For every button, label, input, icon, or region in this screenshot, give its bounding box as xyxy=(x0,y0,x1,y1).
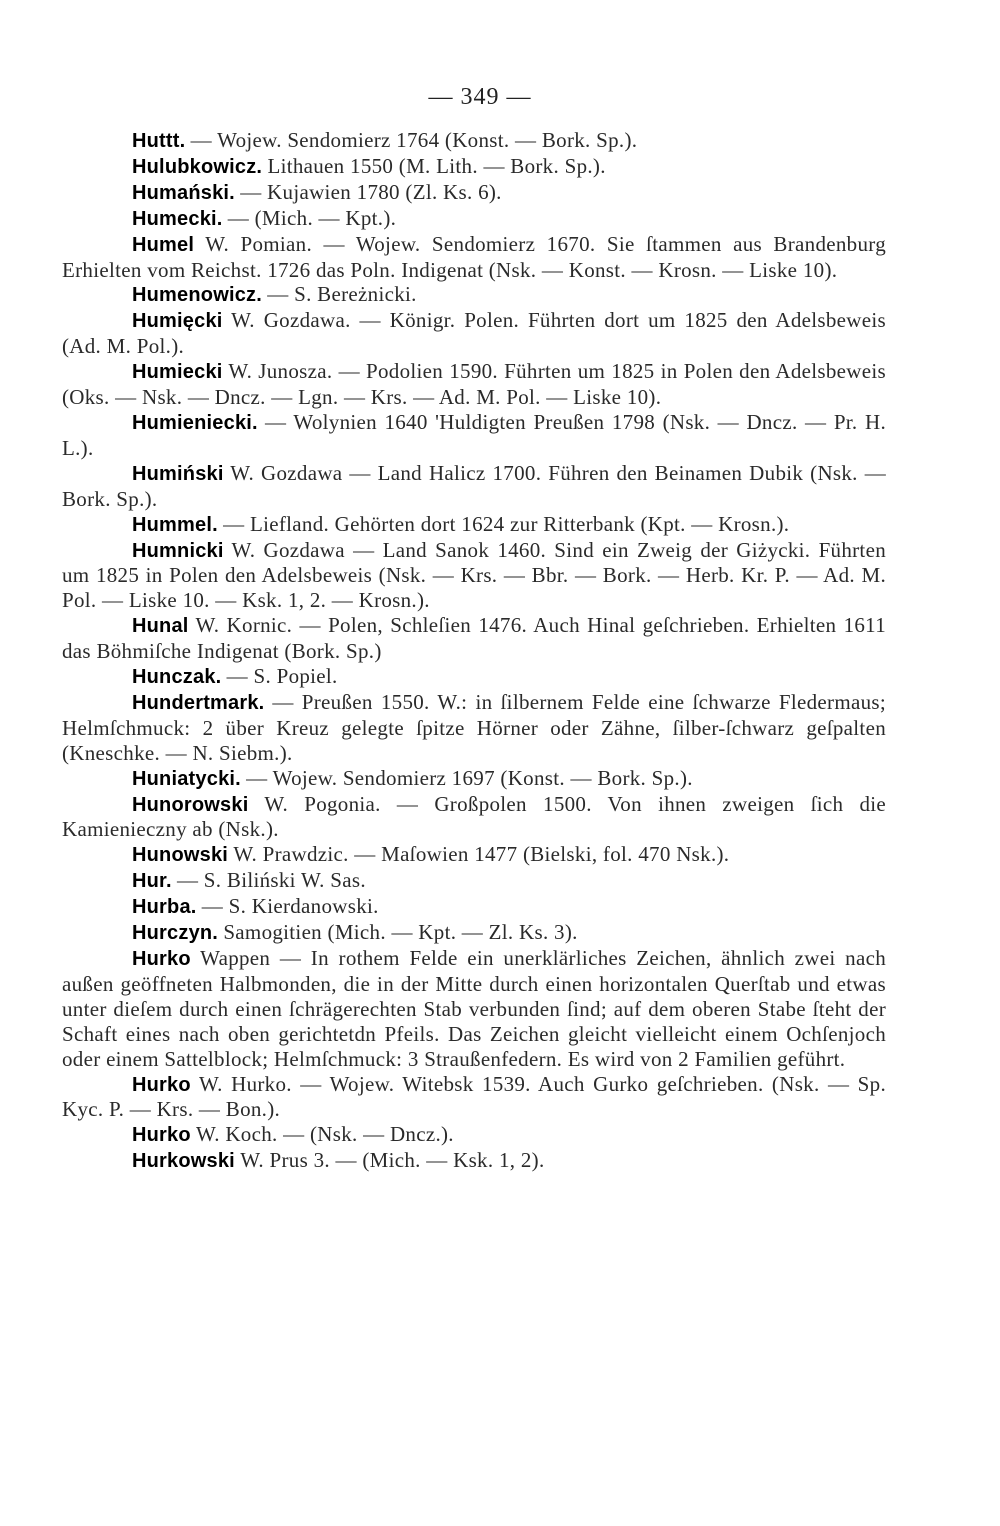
entry xyxy=(62,868,886,894)
entry-text: — Liefland. Gehörten dort 1624 zur Ritterbank (Kpt. — Krosn.). xyxy=(223,511,790,536)
entry-text: — S. Biliński W. Sas. xyxy=(176,868,366,893)
entry-term: Hunowski xyxy=(132,844,229,867)
entry-term: Humiecki xyxy=(132,361,223,384)
entry-text: W. Prawdzic. — Maſowien 1477 (Bielski, fol. 470 Nsk.). xyxy=(233,842,730,867)
entry-term: Humięcki xyxy=(132,310,223,333)
entry xyxy=(62,232,886,283)
entry xyxy=(62,1072,886,1123)
entry-text: — S. Bereżnicki. xyxy=(267,282,417,307)
entry xyxy=(62,154,886,180)
entry-text: — S. Popiel. xyxy=(226,664,338,689)
entry xyxy=(62,206,886,232)
entry-term: Humieniecki. xyxy=(132,411,258,434)
entry-text: — Wolynien 1640 'Huldigten Preußen 1798 (Nsk. — Dncz. — Pr. H. L.). xyxy=(62,409,887,460)
entry-term: Humnicki xyxy=(132,539,224,562)
entry-term: Hulubkowicz. xyxy=(132,155,263,178)
entry-text: W. Gozdawa — Land Halicz 1700. Führen den Beinamen Dubik (Nsk. — Bork. Sp.). xyxy=(62,460,886,511)
entry xyxy=(62,792,886,843)
entry xyxy=(62,461,886,512)
entry xyxy=(62,180,886,206)
entry-text: — S. Kierdanowski. xyxy=(201,894,379,919)
entry-text: — (Mich. — Kpt.). xyxy=(227,205,397,230)
entry-term: Hurko xyxy=(132,1073,191,1096)
entry xyxy=(62,766,886,792)
entry-text: — Kujawien 1780 (Zl. Ks. 6). xyxy=(240,179,502,204)
page-number: — 349 — xyxy=(428,84,532,110)
entry xyxy=(62,512,886,538)
entry xyxy=(62,282,886,308)
entry-term: Humecki. xyxy=(132,207,223,230)
entry-term: Hurkowski xyxy=(132,1150,235,1173)
entry-term: Humel xyxy=(132,233,195,256)
entry xyxy=(62,538,886,614)
entry-term: Hunczak. xyxy=(132,666,222,689)
entry-term: Hunorowski xyxy=(132,793,249,816)
entry xyxy=(62,410,886,461)
entry xyxy=(62,308,886,359)
entry-term: Humenowicz. xyxy=(132,284,262,307)
entry-term: Hurczyn. xyxy=(132,922,219,945)
entry-text: Wappen — In rothem Felde ein unerklärliches Zeichen, ähnlich zwei nach außen geöffneten Halbmonden, die in der Mitte durch einen horizontalen Querſtab und etwas unter dieſem durch einen ſchrägerechten Stab verbunden ſind; auf dem oberen Stabe ſteht der Schaft eines nach oben gerichtetdn Pfeils. Das Zeichen gleicht vielleicht einem Ochſenjoch oder einem Sattelblock; Helmſchmuck: 3 Straußenfedern. Es wird von 2 Familien geführt. xyxy=(62,946,887,1071)
entry-text: — Preußen 1550. W.: in ſilbernem Felde eine ſchwarze Fledermaus; Helmſchmuck: 2 über Kreuz gelegte ſpitze Hörner oder Zähne, ſilber-ſchwarz geſpalten (Kneschke. — N. Siebm.). xyxy=(62,689,887,765)
entry-term: Hunal xyxy=(132,615,189,638)
entry-term: Hurba. xyxy=(132,896,197,919)
entry-text: W. Koch. — (Nsk. — Dncz.). xyxy=(196,1122,454,1147)
entry-list xyxy=(62,128,886,1174)
entry xyxy=(62,894,886,920)
entry xyxy=(62,128,886,154)
entry xyxy=(62,690,886,766)
entry-text: W. Gozdawa. — Königr. Polen. Führten dort um 1825 den Adelsbeweis (Ad. M. Pol.). xyxy=(62,308,886,359)
entry-text: W. Hurko. — Wojew. Witebsk 1539. Auch Gurko geſchrieben. (Nsk. — Sp. Kyc. P. — Krs. — Bon.). xyxy=(62,1071,887,1122)
entry-term: Hurko xyxy=(132,948,191,970)
entry-text: W. Junosza. — Podolien 1590. Führten um 1825 in Polen den Adelsbeweis (Oks. — Nsk. — Dncz. — Lgn. — Krs. — Ad. M. Pol. — Liske 10). xyxy=(62,359,886,410)
entry-term: Huttt. xyxy=(132,130,186,152)
entry-text: — Wojew. Sendomierz 1764 (Konst. — Bork. Sp.). xyxy=(190,128,638,152)
entry-term: Hundertmark. xyxy=(132,691,265,714)
entry-term: Humański. xyxy=(132,181,235,204)
entry xyxy=(62,842,886,868)
entry xyxy=(62,1148,886,1174)
entry-term: Humiński xyxy=(132,462,224,485)
entry-term: Hummel. xyxy=(132,513,218,536)
entry-term: Hur. xyxy=(132,870,172,893)
entry xyxy=(62,359,886,410)
entry-text: W. Kornic. — Polen, Schleſien 1476. Auch Hinal geſchrieben. Erhielten 1611 das Böhmiſche Indigenat (Bork. Sp.) xyxy=(62,613,886,664)
entry xyxy=(62,920,886,946)
entry xyxy=(62,1122,886,1148)
entry-term: Huniatycki. xyxy=(132,767,241,790)
entry-term: Hurko xyxy=(132,1124,191,1147)
entry-text: W. Pomian. — Wojew. Sendomierz 1670. Sie ſtammen aus Brandenburg Erhielten vom Reichst. 1726 das Poln. Indigenat (Nsk. — Konst. — Krosn. — Liske 10). xyxy=(62,231,886,282)
entry xyxy=(62,613,886,664)
entry-text: Lithauen 1550 (M. Lith. — Bork. Sp.). xyxy=(267,153,606,178)
entry-text: Samogitien (Mich. — Kpt. — Zl. Ks. 3). xyxy=(223,920,578,945)
entry-text: W. Gozdawa — Land Sanok 1460. Sind ein Zweig der Giżycki. Führten um 1825 in Polen den Adelsbeweis (Nsk. — Krs. — Bbr. — Bork. — Herb. Kr. P. — Ad. M. Pol. — Liske 10. — Ksk. 1, 2. — Krosn.). xyxy=(62,537,886,613)
entry-text: W. Prus 3. — (Mich. — Ksk. 1, 2). xyxy=(240,1148,545,1173)
entry-text: W. Pogonia. — Großpolen 1500. Von ihnen zweigen ſich die Kamienieczny ab (Nsk.). xyxy=(62,791,887,842)
entry-text: — Wojew. Sendomierz 1697 (Konst. — Bork. Sp.). xyxy=(246,765,693,790)
entry xyxy=(62,946,886,1072)
entry xyxy=(62,664,886,690)
